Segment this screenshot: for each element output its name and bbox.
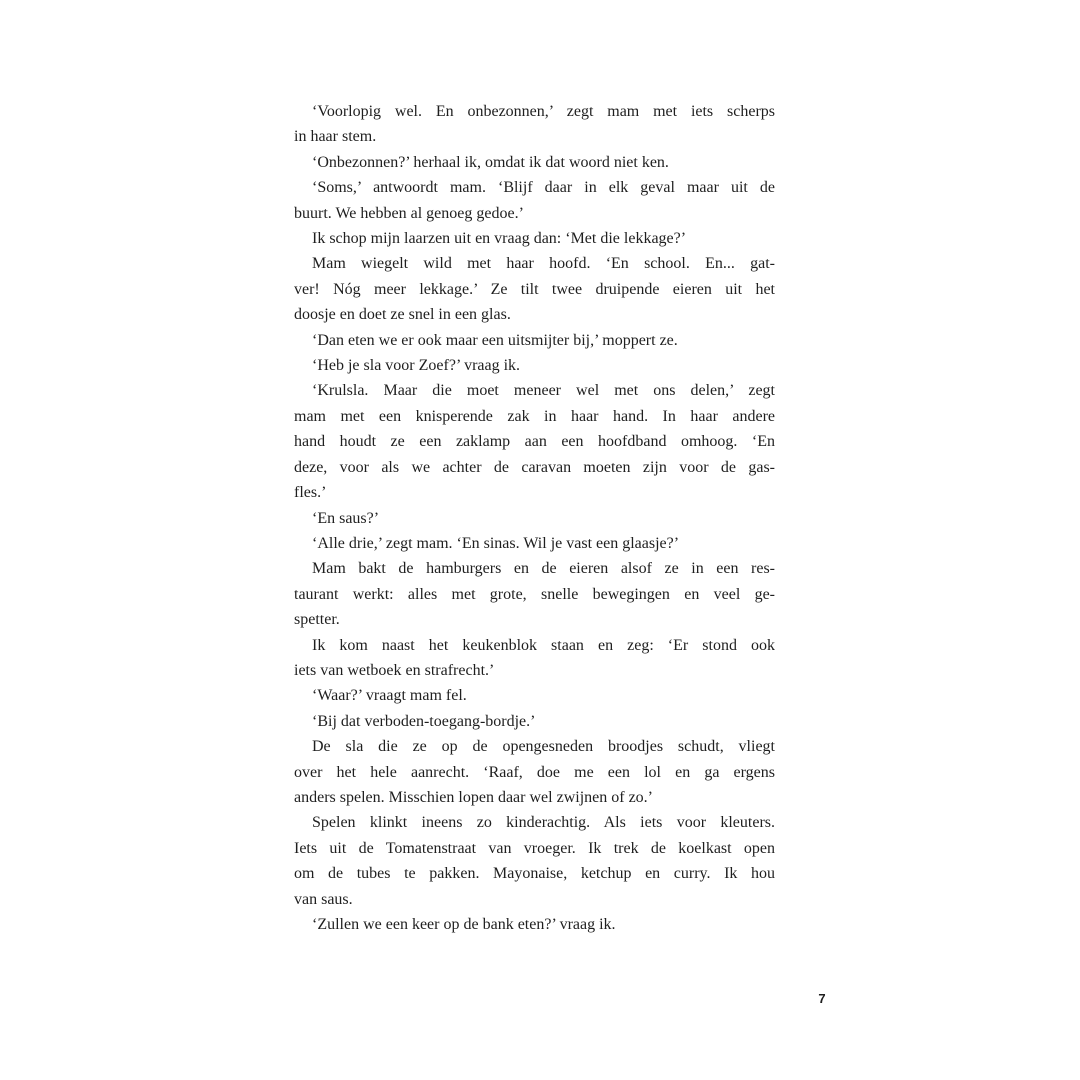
paragraph xyxy=(294,734,775,810)
text-line: in haar stem. xyxy=(294,128,377,146)
text-line: ‘Waar?’ vraagt mam fel. xyxy=(312,687,467,705)
text-line: Mam wiegelt wild met haar hoofd. ‘En school. En... gat- xyxy=(312,255,775,273)
paragraph xyxy=(294,150,775,175)
text-line: anders spelen. Misschien lopen daar wel zwijnen of zo.’ xyxy=(294,788,653,806)
text-line: ‘Krulsla. Maar die moet meneer wel met ons delen,’ zegt xyxy=(312,382,775,400)
text-line: buurt. We hebben al genoeg gedoe.’ xyxy=(294,204,524,222)
text-line: doosje en doet ze snel in een glas. xyxy=(294,306,511,324)
paragraph xyxy=(294,556,775,632)
text-line: van saus. xyxy=(294,890,353,908)
paragraph xyxy=(294,912,775,937)
paragraph xyxy=(294,810,775,912)
text-line: om de tubes te pakken. Mayonaise, ketchup en curry. Ik hou xyxy=(294,865,775,883)
text-line: ‘Heb je sla voor Zoef?’ vraag ik. xyxy=(312,357,521,375)
paragraph xyxy=(294,226,775,251)
paragraph xyxy=(294,683,775,708)
paragraph xyxy=(294,99,775,150)
text-line: taurant werkt: alles met grote, snelle bewegingen en veel ge- xyxy=(294,585,775,603)
text-line: over het hele aanrecht. ‘Raaf, doe me een lol en ga ergens xyxy=(294,763,775,781)
page-number: 7 xyxy=(818,991,826,1006)
text-line: ‘Dan eten we er ook maar een uitsmijter bij,’ moppert ze. xyxy=(312,331,678,349)
text-line: Spelen klinkt ineens zo kinderachtig. Als iets voor kleuters. xyxy=(312,814,775,832)
paragraph xyxy=(294,506,775,531)
text-line: ‘Soms,’ antwoordt mam. ‘Blijf daar in elk geval maar uit de xyxy=(312,179,775,197)
text-line: Mam bakt de hamburgers en de eieren alsof ze in een res- xyxy=(312,560,775,578)
text-line: hand houdt ze een zaklamp aan een hoofdband omhoog. ‘En xyxy=(294,433,775,451)
text-line: Ik schop mijn laarzen uit en vraag dan: ‘Met die lekkage?’ xyxy=(312,230,687,248)
text-line: De sla die ze op de opengesneden broodjes schudt, vliegt xyxy=(312,738,775,756)
paragraph xyxy=(294,709,775,734)
paragraph xyxy=(294,353,775,378)
page-text xyxy=(294,99,775,937)
text-line: deze, voor als we achter de caravan moeten zijn voor de gas- xyxy=(294,458,775,476)
text-line: spetter. xyxy=(294,611,340,629)
text-line: ‘En saus?’ xyxy=(312,509,380,527)
text-line: fles.’ xyxy=(294,484,327,502)
paragraph xyxy=(294,378,775,505)
text-line: Iets uit de Tomatenstraat van vroeger. Ik trek de koelkast open xyxy=(294,839,775,857)
text-line: ‘Zullen we een keer op de bank eten?’ vraag ik. xyxy=(312,916,616,933)
text-line: Ik kom naast het keukenblok staan en zeg: ‘Er stond ook xyxy=(312,636,775,654)
text-line: ‘Alle drie,’ zegt mam. ‘En sinas. Wil je vast een glaasje?’ xyxy=(312,534,680,552)
paragraph xyxy=(294,531,775,556)
text-line: ver! Nóg meer lekkage.’ Ze tilt twee druipende eieren uit het xyxy=(294,280,775,298)
text-line: iets van wetboek en strafrecht.’ xyxy=(294,661,495,679)
text-line: mam met een knisperende zak in haar hand. In haar andere xyxy=(294,407,775,425)
paragraph xyxy=(294,328,775,353)
text-line: ‘Onbezonnen?’ herhaal ik, omdat ik dat woord niet ken. xyxy=(312,153,669,171)
paragraph xyxy=(294,251,775,327)
paragraph xyxy=(294,633,775,684)
text-line: ‘Bij dat verboden-toegang-bordje.’ xyxy=(312,712,536,730)
paragraph xyxy=(294,175,775,226)
text-line: ‘Voorlopig wel. En onbezonnen,’ zegt mam met iets scherps xyxy=(312,103,775,120)
